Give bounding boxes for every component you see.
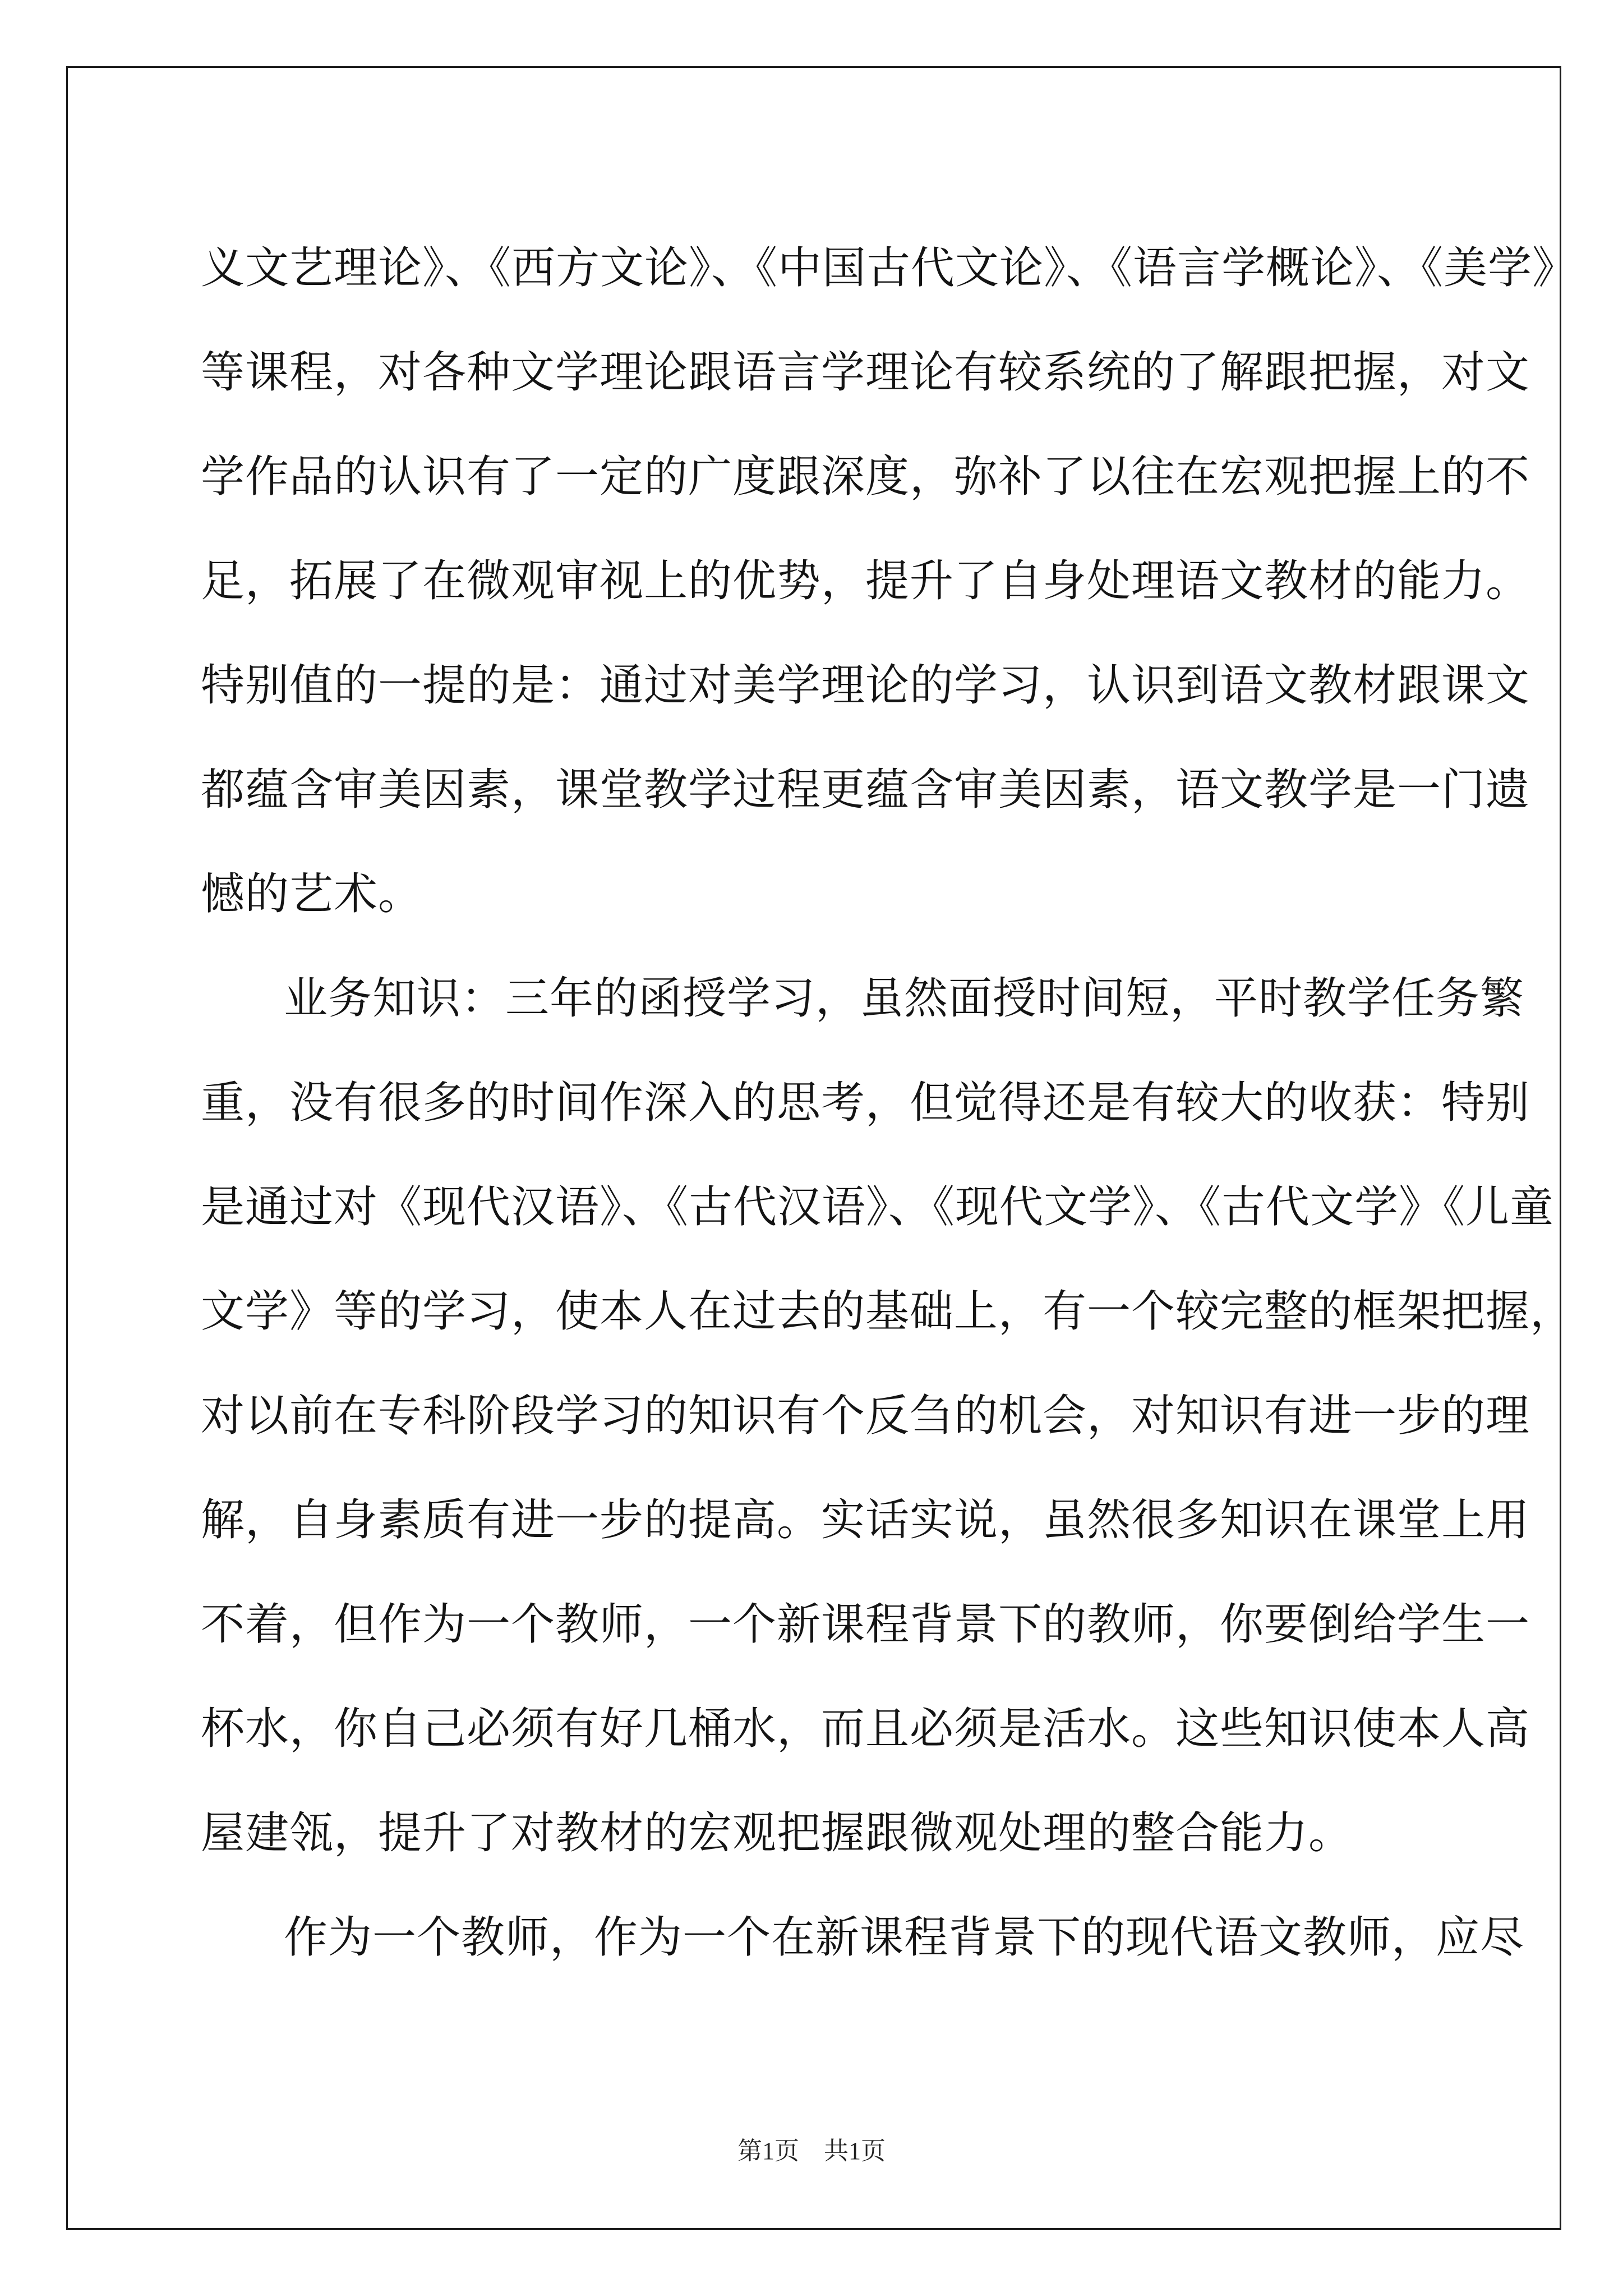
page-footer [0,2131,1623,2166]
text-line: 文学》等的学习，使本人在过去的基础上，有一个较完整的框架把握， [201,1286,1575,1337]
text-line: 不着，但作为一个教师，一个新课程背景下的教师，你要倒给学生一 [201,1599,1530,1650]
text-line: 屋建瓴，提升了对教材的宏观把握跟微观处理的整合能力。 [201,1808,1353,1858]
page-number: 第1页 共1页 [737,2137,886,2165]
text-line: 义文艺理论》、《西方文论》、《中国古代文论》、《语言学概论》、《美学》 [201,243,1577,293]
text-line: 学作品的认识有了一定的广度跟深度，弥补了以往在宏观把握上的不 [201,452,1530,502]
text-line: 杯水，你自己必须有好几桶水，而且必须是活水。这些知识使本人高 [201,1704,1530,1754]
text-line: 对以前在专科阶段学习的知识有个反刍的机会，对知识有进一步的理 [201,1391,1530,1441]
text-line: 足，拓展了在微观审视上的优势，提升了自身处理语文教材的能力。 [201,556,1530,606]
text-line: 解，自身素质有进一步的提高。实话实说，虽然很多知识在课堂上用 [201,1495,1530,1545]
paragraph-1 [201,216,1577,946]
document-body [201,216,1577,1990]
text-line: 都蕴含审美因素，课堂教学过程更蕴含审美因素，语文教学是一门遗 [201,765,1530,815]
text-line: 业务知识：三年的函授学习，虽然面授时间短，平时教学任务繁 [284,973,1525,1024]
text-line: 等课程，对各种文学理论跟语言学理论有较系统的了解跟把握，对文 [201,347,1530,398]
text-line: 憾的艺术。 [201,869,423,919]
paragraph-3 [201,1885,1525,1990]
text-line: 是通过对《现代汉语》、《古代汉语》、《现代文学》、《古代文学》《儿童 [201,1182,1555,1232]
paragraph-2 [201,946,1575,1885]
text-line: 特别值的一提的是：通过对美学理论的学习，认识到语文教材跟课文 [201,660,1530,711]
text-line: 作为一个教师，作为一个在新课程背景下的现代语文教师，应尽 [284,1912,1525,1963]
text-line: 重，没有很多的时间作深入的思考，但觉得还是有较大的收获：特别 [201,1078,1530,1128]
